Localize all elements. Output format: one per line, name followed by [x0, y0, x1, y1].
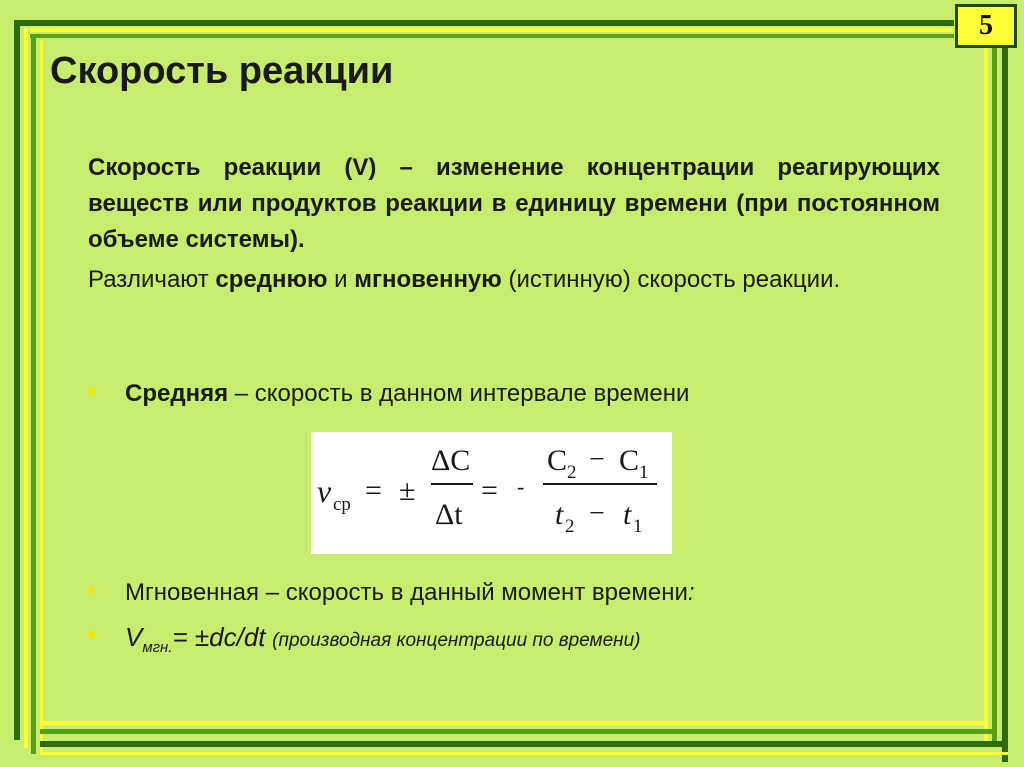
instant-colon: :: [687, 579, 695, 606]
frame-bottom-mid-bar: [40, 729, 997, 734]
instant-subscript: мгн.: [142, 638, 173, 656]
average-description: – скорость в данном интервале времени: [228, 380, 690, 407]
formula-plus-minus: ±: [399, 474, 416, 507]
average-term: Средняя: [125, 380, 229, 407]
formula-numerator-minus: −: [589, 444, 605, 475]
distinguish-connector: и: [327, 266, 355, 293]
frame-top-yellow-bar: [30, 28, 954, 32]
instant-formula-note: (производная концентрации по времени): [272, 630, 641, 651]
formula-t1: t: [623, 498, 632, 531]
formula-minus-sign: -: [517, 474, 525, 499]
formula-v: v: [317, 473, 332, 509]
instant-description: Мгновенная – скорость в данный момент времени: [125, 579, 688, 606]
distinguish-prefix: Различают: [88, 266, 216, 293]
bullet-marker: [88, 587, 95, 594]
frame-bottom-outer-yellow-bar: [40, 752, 1008, 755]
slide-number-badge: 5: [955, 4, 1017, 48]
frame-left-inner-yellow-bar: [40, 40, 43, 752]
formula-equals-2: =: [481, 474, 498, 507]
frame-left-yellow-bar: [24, 28, 28, 748]
formula-v-subscript: ср: [333, 494, 351, 515]
distinguish-paragraph: [88, 262, 908, 298]
formula-t2-subscript: 2: [565, 516, 575, 537]
formula-t1-subscript: 1: [633, 516, 643, 537]
frame-left-dark-bar: [14, 20, 20, 740]
frame-right-yellow-bar: [984, 46, 988, 746]
frame-left-mid-bar: [31, 34, 36, 754]
instant-expression: = ±dc/dt: [172, 622, 266, 652]
formula-t2: t: [555, 498, 564, 531]
definition-paragraph: Скорость реакции (V) – изменение концентрации реагирующих веществ или продуктов реакции в единицу времени (при постоянном объеме системы).: [88, 154, 940, 253]
instant-word: мгновенную: [354, 266, 502, 293]
instant-formula-text: [125, 620, 641, 665]
frame-bottom-yellow-bar: [40, 721, 988, 725]
formula-denominator-minus: −: [589, 498, 605, 529]
instant-symbol: V: [125, 622, 143, 652]
formula-c1-subscript: 1: [639, 462, 649, 483]
formula-graphic: [311, 432, 672, 554]
frame-right-mid-bar: [992, 46, 997, 746]
bullet-marker: [88, 388, 95, 395]
average-rate-formula: [311, 432, 672, 554]
average-word: среднюю: [215, 266, 328, 293]
formula-c2: C: [547, 444, 568, 477]
frame-bottom-dark-bar: [40, 741, 1008, 747]
formula-c1: C: [619, 444, 640, 477]
formula-delta-t: Δt: [435, 498, 463, 531]
bullet-instant-text: [125, 576, 695, 610]
bullet-marker: [88, 631, 95, 638]
frame-right-dark-bar: [1002, 46, 1008, 762]
distinguish-suffix: (истинную) скорость реакции.: [501, 266, 841, 293]
frame-top-dark-bar: [14, 20, 954, 26]
formula-c2-subscript: 2: [567, 462, 577, 483]
frame-top-mid-bar: [30, 34, 954, 38]
formula-equals-1: =: [365, 474, 382, 507]
bullet-average-text: [125, 377, 689, 411]
slide-title: Скорость реакции: [50, 50, 394, 92]
formula-delta-c: ΔC: [431, 444, 471, 477]
